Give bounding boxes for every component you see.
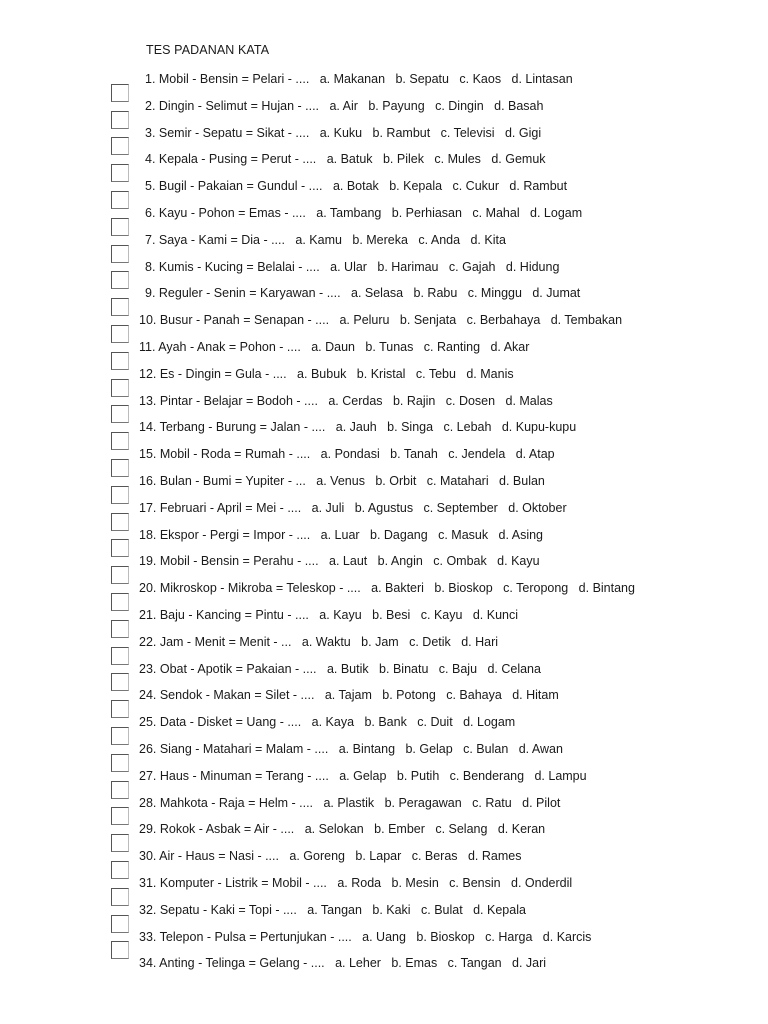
answer-checkbox[interactable]: [111, 191, 129, 209]
answer-checkbox[interactable]: [111, 861, 129, 879]
answer-checkbox[interactable]: [111, 593, 129, 611]
answer-checkbox[interactable]: [111, 137, 129, 155]
answer-checkbox[interactable]: [111, 807, 129, 825]
question-text: 11. Ayah - Anak = Pohon - .... a. Daun b. Tunas c. Ranting d. Akar: [139, 340, 530, 354]
answer-checkbox[interactable]: [111, 539, 129, 557]
answer-checkbox[interactable]: [111, 513, 129, 531]
question-text: 3. Semir - Sepatu = Sikat - .... a. Kuku b. Rambut c. Televisi d. Gigi: [145, 125, 542, 140]
answer-checkbox[interactable]: [111, 432, 129, 450]
answer-checkbox[interactable]: [111, 566, 129, 584]
answer-checkbox[interactable]: [111, 888, 129, 906]
question-text: 23. Obat - Apotik = Pakaian - .... a. Butik b. Binatu c. Baju d. Celana: [139, 661, 541, 676]
question-text: 33. Telepon - Pulsa = Pertunjukan - .... a. Uang b. Bioskop c. Harga d. Karcis: [139, 929, 592, 944]
question-text: 25. Data - Disket = Uang - .... a. Kaya b. Bank c. Duit d. Logam: [139, 715, 516, 730]
answer-checkbox[interactable]: [111, 459, 129, 477]
answer-checkbox[interactable]: [111, 915, 129, 933]
question-text: 2. Dingin - Selimut = Hujan - .... a. Air b. Payung c. Dingin d. Basah: [145, 98, 544, 113]
question-text: 1. Mobil - Bensin = Pelari - .... a. Makanan b. Sepatu c. Kaos d. Lintasan: [145, 72, 573, 86]
question-text: 6. Kayu - Pohon = Emas - .... a. Tambang b. Perhiasan c. Mahal d. Logam: [145, 206, 583, 220]
question-text: 14. Terbang - Burung = Jalan - .... a. Jauh b. Singa c. Lebah d. Kupu-kupu: [139, 420, 577, 435]
question-item: [0, 953, 768, 973]
answer-checkbox[interactable]: [111, 673, 129, 691]
question-text: 15. Mobil - Roda = Rumah - .... a. Pondasi b. Tanah c. Jendela d. Atap: [139, 447, 555, 462]
answer-checkbox[interactable]: [111, 700, 129, 718]
question-text: 7. Saya - Kami = Dia - .... a. Kamu b. Mereka c. Anda d. Kita: [145, 232, 506, 247]
answer-checkbox[interactable]: [111, 941, 129, 959]
answer-checkbox[interactable]: [111, 218, 129, 236]
question-text: 21. Baju - Kancing = Pintu - .... a. Kayu b. Besi c. Kayu d. Kunci: [139, 608, 519, 622]
answer-checkbox[interactable]: [111, 164, 129, 182]
question-text: 26. Siang - Matahari = Malam - .... a. Bintang b. Gelap c. Bulan d. Awan: [139, 742, 563, 756]
question-text: 19. Mobil - Bensin = Perahu - .... a. Laut b. Angin c. Ombak d. Kayu: [139, 554, 540, 569]
answer-checkbox[interactable]: [111, 781, 129, 799]
question-text: 8. Kumis - Kucing = Belalai - .... a. Ular b. Harimau c. Gajah d. Hidung: [145, 259, 560, 274]
question-text: 20. Mikroskop - Mikroba = Teleskop - .... a. Bakteri b. Bioskop c. Teropong d. Bintang: [139, 581, 635, 596]
answer-checkbox[interactable]: [111, 405, 129, 423]
question-text: 17. Februari - April = Mei - .... a. Juli b. Agustus c. September d. Oktober: [139, 500, 567, 515]
answer-checkbox[interactable]: [111, 111, 129, 129]
answer-checkbox[interactable]: [111, 727, 129, 745]
question-text: 13. Pintar - Belajar = Bodoh - .... a. Cerdas b. Rajin c. Dosen d. Malas: [139, 393, 553, 408]
answer-checkbox[interactable]: [111, 352, 129, 370]
answer-checkbox[interactable]: [111, 834, 129, 852]
answer-checkbox[interactable]: [111, 84, 129, 102]
answer-checkbox[interactable]: [111, 379, 129, 397]
answer-checkbox[interactable]: [111, 754, 129, 772]
question-text: 22. Jam - Menit = Menit - ... a. Waktu b. Jam c. Detik d. Hari: [139, 634, 499, 649]
answer-checkbox[interactable]: [111, 325, 129, 343]
answer-checkbox[interactable]: [111, 647, 129, 665]
question-text: 29. Rokok - Asbak = Air - .... a. Selokan b. Ember c. Selang d. Keran: [139, 822, 546, 837]
answer-checkbox[interactable]: [111, 298, 129, 316]
question-text: 24. Sendok - Makan = Silet - .... a. Tajam b. Potong c. Bahaya d. Hitam: [139, 688, 559, 703]
question-text: 30. Air - Haus = Nasi - .... a. Goreng b. Lapar c. Beras d. Rames: [139, 849, 522, 864]
question-text: 9. Reguler - Senin = Karyawan - .... a. Selasa b. Rabu c. Minggu d. Jumat: [145, 286, 581, 301]
question-text: 5. Bugil - Pakaian = Gundul - .... a. Botak b. Kepala c. Cukur d. Rambut: [145, 179, 568, 194]
question-text: 31. Komputer - Listrik = Mobil - .... a. Roda b. Mesin c. Bensin d. Onderdil: [139, 876, 573, 890]
answer-checkbox[interactable]: [111, 271, 129, 289]
answer-checkbox[interactable]: [111, 245, 129, 263]
question-text: 32. Sepatu - Kaki = Topi - .... a. Tangan b. Kaki c. Bulat d. Kepala: [139, 902, 526, 917]
question-text: 16. Bulan - Bumi = Yupiter - ... a. Venus b. Orbit c. Matahari d. Bulan: [139, 474, 545, 488]
answer-checkbox[interactable]: [111, 620, 129, 638]
question-text: 10. Busur - Panah = Senapan - .... a. Peluru b. Senjata c. Berbahaya d. Tembakan: [139, 313, 623, 328]
question-text: 28. Mahkota - Raja = Helm - .... a. Plastik b. Peragawan c. Ratu d. Pilot: [139, 795, 561, 810]
question-text: 34. Anting - Telinga = Gelang - .... a. Leher b. Emas c. Tangan d. Jari: [139, 956, 547, 971]
answer-checkbox[interactable]: [111, 486, 129, 504]
page-title: TES PADANAN KATA: [146, 43, 270, 57]
question-text: 12. Es - Dingin = Gula - .... a. Bubuk b. Kristal c. Tebu d. Manis: [139, 366, 514, 381]
question-text: 27. Haus - Minuman = Terang - .... a. Gelap b. Putih c. Benderang d. Lampu: [139, 768, 587, 783]
question-text: 4. Kepala - Pusing = Perut - .... a. Batuk b. Pilek c. Mules d. Gemuk: [145, 152, 546, 167]
question-text: 18. Ekspor - Pergi = Impor - .... a. Luar b. Dagang c. Masuk d. Asing: [139, 527, 544, 542]
